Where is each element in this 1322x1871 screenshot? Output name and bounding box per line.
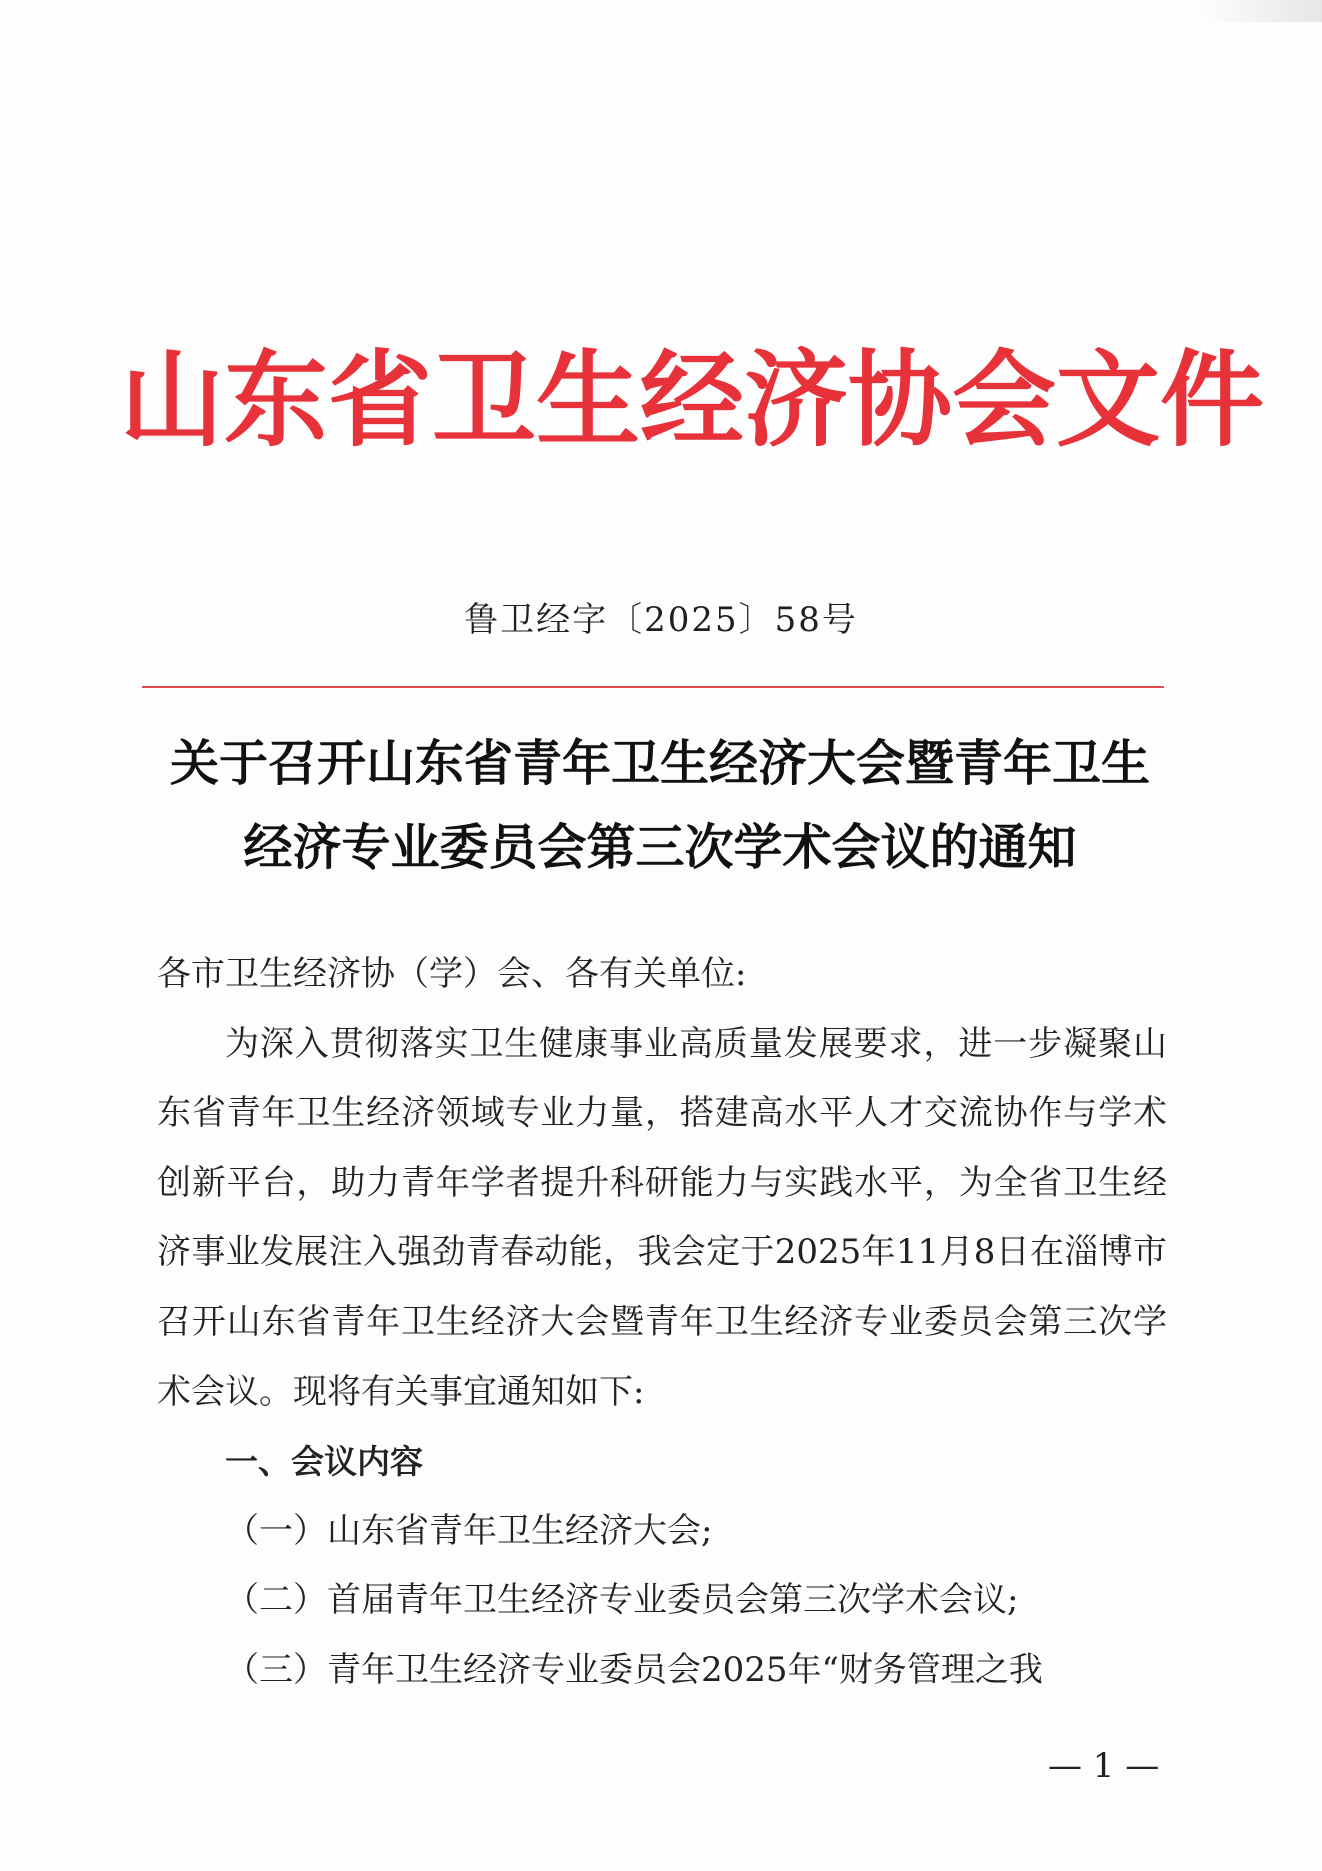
list-item: （二）首届青年卫生经济专业委员会第三次学术会议; bbox=[225, 1580, 1019, 1621]
list-item: （一）山东省青年卫生经济大会; bbox=[225, 1510, 713, 1551]
notice-title-line-2: 经济专业委员会第三次学术会议的通知 bbox=[243, 819, 1077, 876]
masthead-title: 山东省卫生经济协会文件 bbox=[120, 338, 1265, 461]
notice-title bbox=[120, 722, 1200, 890]
list-item: （三）青年卫生经济专业委员会2025年“财务管理之我 bbox=[225, 1649, 1043, 1690]
page-number: — 1 — bbox=[1048, 1746, 1160, 1786]
document-body bbox=[157, 940, 1167, 1706]
red-divider-line bbox=[142, 686, 1164, 688]
salutation: 各市卫生经济协（学）会、各有关单位: bbox=[157, 954, 747, 994]
scan-shadow bbox=[1202, 0, 1322, 22]
intro-paragraph: 为深入贯彻落实卫生健康事业高质量发展要求，进一步凝聚山东省青年卫生经济领域专业力量，搭建高水平人才交流协作与学术创新平台，助力青年学者提升科研能力与实践水平，为全省卫生经济事业发展注入强劲青春动能，我会定于2025年11月8日在淄博市召开山东省青年卫生经济大会暨青年卫生经济专业委员会第三次学术会议。现将有关事宜通知如下: bbox=[157, 1023, 1167, 1412]
section-heading-meeting-content: 一、会议内容 bbox=[225, 1442, 423, 1482]
notice-title-line-1: 关于召开山东省青年卫生经济大会暨青年卫生 bbox=[169, 735, 1150, 792]
document-number: 鲁卫经字〔2025〕58号 bbox=[464, 600, 858, 640]
